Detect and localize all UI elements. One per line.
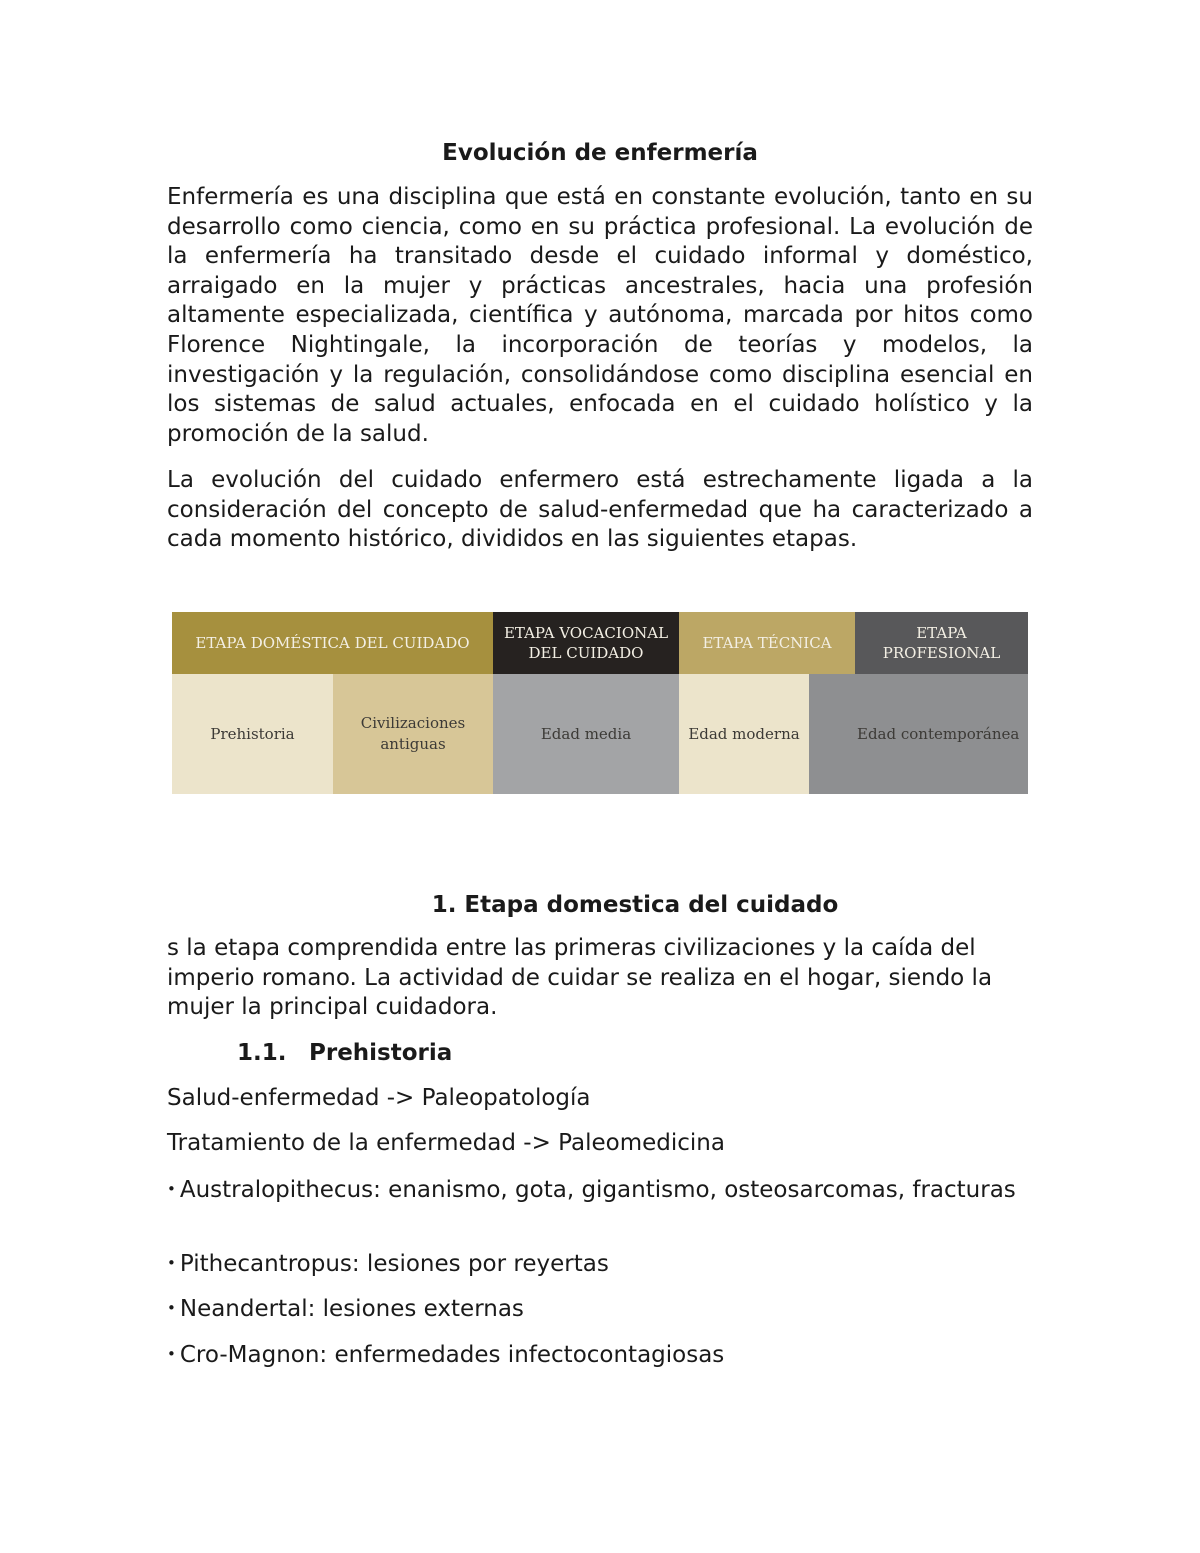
subsection-number: 1.1. xyxy=(237,1040,287,1066)
period-prehistoria: Prehistoria xyxy=(172,674,333,794)
section-paragraph: s la etapa comprendida entre las primeras civilizaciones y la caída del imperio romano. La actividad de cuidar se realiza en el hogar, siendo la mujer la principal cuidadora. xyxy=(167,935,993,1021)
period-civilizaciones-antiguas: Civilizaciones antiguas xyxy=(333,674,493,794)
bullet-text: Cro-Magnon: enfermedades infectocontagiosas xyxy=(179,1342,725,1368)
bullet-icon: • xyxy=(167,1180,176,1198)
bullet-item xyxy=(167,1175,1027,1206)
stages-intro-paragraph: La evolución del cuidado enfermero está estrechamente ligada a la consideración del concepto de salud-enfermedad que ha caracterizado a cada momento histórico, divididos en las siguientes etapas. xyxy=(167,467,1033,553)
intro-paragraph: Enfermería es una disciplina que está en constante evolución, tanto en su desarrollo como ciencia, como en su práctica profesional. La evolución de la enfermería ha transitado desde el cuidado informal y doméstico, arraigado en la mujer y prácticas ancestrales, hacia una profesión altamente especializada, científica y autónoma, marcada por hitos como Florence Nightingale, la incorporación de teorías y modelos, la investigación y la regulación, consolidándose como disciplina esencial en los sistemas de salud actuales, enfocada en el cuidado holístico y la promoción de la salud. xyxy=(167,184,1033,447)
stages-table xyxy=(172,612,1028,794)
stage-header-profesional: ETAPA PROFESIONAL xyxy=(855,612,1028,674)
tratamiento-line: Tratamiento de la enfermedad -> Paleomedicina xyxy=(167,1130,725,1156)
period-edad-moderna: Edad moderna xyxy=(679,674,809,794)
stage-header-tecnica: ETAPA TÉCNICA xyxy=(679,612,855,674)
bullet-item xyxy=(167,1340,724,1371)
bullet-item xyxy=(167,1249,609,1280)
bullet-icon: • xyxy=(167,1299,176,1317)
bullet-text: Neandertal: lesiones externas xyxy=(179,1296,524,1322)
stage-header-domestica: ETAPA DOMÉSTICA DEL CUIDADO xyxy=(172,612,493,674)
bullet-icon: • xyxy=(167,1345,176,1363)
salud-enfermedad-line: Salud-enfermedad -> Paleopatología xyxy=(167,1085,591,1111)
bullet-icon: • xyxy=(167,1254,176,1272)
subsection-heading xyxy=(237,1038,452,1068)
subsection-title: Prehistoria xyxy=(309,1040,453,1066)
bullet-text: Australopithecus: enanismo, gota, gigantismo, osteosarcomas, fracturas xyxy=(179,1177,1016,1203)
section-title: 1. Etapa domestica del cuidado xyxy=(431,892,839,918)
bullet-item xyxy=(167,1294,524,1325)
period-edad-contemporanea: Edad contemporánea xyxy=(809,674,1028,794)
document-title: Evolución de enfermería xyxy=(442,140,758,166)
stage-header-vocacional: ETAPA VOCACIONAL DEL CUIDADO xyxy=(493,612,679,674)
period-edad-media: Edad media xyxy=(493,674,679,794)
bullet-text: Pithecantropus: lesiones por reyertas xyxy=(179,1251,609,1277)
